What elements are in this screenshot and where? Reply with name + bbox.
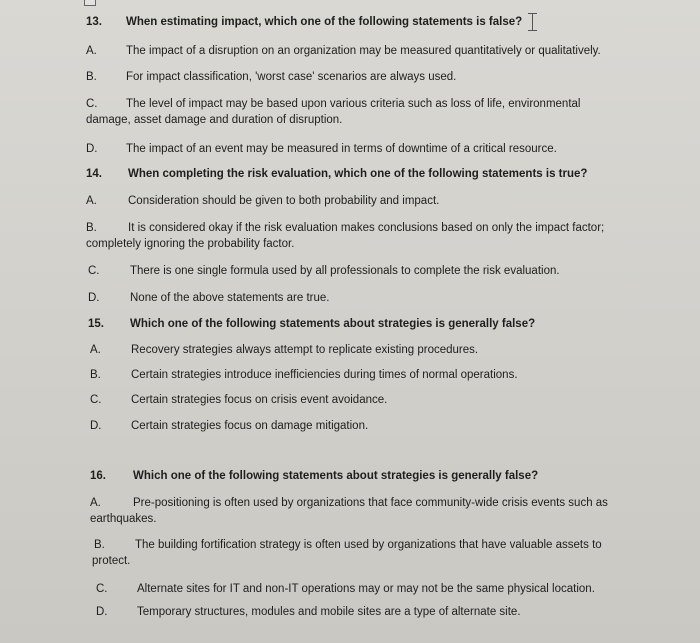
q14-option-c-letter: C. [88,265,100,277]
q15-option-c-letter: C. [90,394,102,406]
text-cursor-icon [528,12,538,32]
q16-option-c-text: Alternate sites for IT and non-IT operations may or may not be the same physical location. [137,583,595,595]
q13-option-d-text: The impact of an event may be measured in terms of downtime of a critical resource. [126,143,557,155]
q14-option-c-text: There is one single formula used by all professionals to complete the risk evaluation. [130,265,560,277]
q13-option-b-letter: B. [86,71,97,83]
q14-option-a-text: Consideration should be given to both probability and impact. [128,195,440,207]
q13-option-d-letter: D. [86,143,98,155]
q16-option-b-text: The building fortification strategy is often used by organizations that have valuable assets to [135,539,602,551]
question-14-number: 14. [86,168,102,180]
q16-option-a-letter: A. [90,497,101,509]
q13-option-b-text: For impact classification, 'worst case' scenarios are always used. [126,71,457,83]
question-16-number: 16. [90,470,106,482]
question-15-text: Which one of the following statements about strategies is generally false? [130,318,536,330]
q16-option-a-text: Pre-positioning is often used by organizations that face community-wide crisis events such as [133,497,608,509]
q15-option-c-text: Certain strategies focus on crisis event avoidance. [131,394,388,406]
q14-option-d-text: None of the above statements are true. [130,292,330,304]
q16-option-b-continuation: protect. [92,555,131,567]
q15-option-a-text: Recovery strategies always attempt to replicate existing procedures. [131,344,479,356]
question-16-text: Which one of the following statements about strategies is generally false? [133,470,539,482]
q15-option-b-letter: B. [90,369,101,381]
q16-option-d-text: Temporary structures, modules and mobile sites are a type of alternate site. [137,606,521,618]
q15-option-b-text: Certain strategies introduce inefficiencies during times of normal operations. [131,369,518,381]
q14-option-b-continuation: completely ignoring the probability factor. [86,238,295,250]
q13-option-a-text: The impact of a disruption on an organization may be measured quantitatively or qualitatively. [126,45,601,57]
q13-option-c-letter: C. [86,98,98,110]
q16-option-b-letter: B. [94,539,105,551]
q15-option-d-text: Certain strategies focus on damage mitigation. [131,420,369,432]
q15-option-a-letter: A. [90,344,101,356]
q16-option-c-letter: C. [96,583,108,595]
q14-option-b-text: It is considered okay if the risk evaluation makes conclusions based on only the impact factor; [128,222,605,234]
q13-option-a-letter: A. [86,45,97,57]
question-13-number: 13. [86,16,102,28]
q14-option-d-letter: D. [88,292,100,304]
question-15-number: 15. [88,318,104,330]
q13-option-c-continuation: damage, asset damage and duration of disruption. [86,114,343,126]
question-13-text: When estimating impact, which one of the following statements is false? [126,16,523,28]
q15-option-d-letter: D. [90,420,102,432]
q13-option-c-text: The level of impact may be based upon various criteria such as loss of life, environmental [126,98,581,110]
page-corner-mark [84,0,96,6]
q16-option-d-letter: D. [96,606,108,618]
q14-option-a-letter: A. [86,195,97,207]
q14-option-b-letter: B. [86,222,97,234]
question-14-text: When completing the risk evaluation, which one of the following statements is true? [128,168,588,180]
q16-option-a-continuation: earthquakes. [90,513,157,525]
